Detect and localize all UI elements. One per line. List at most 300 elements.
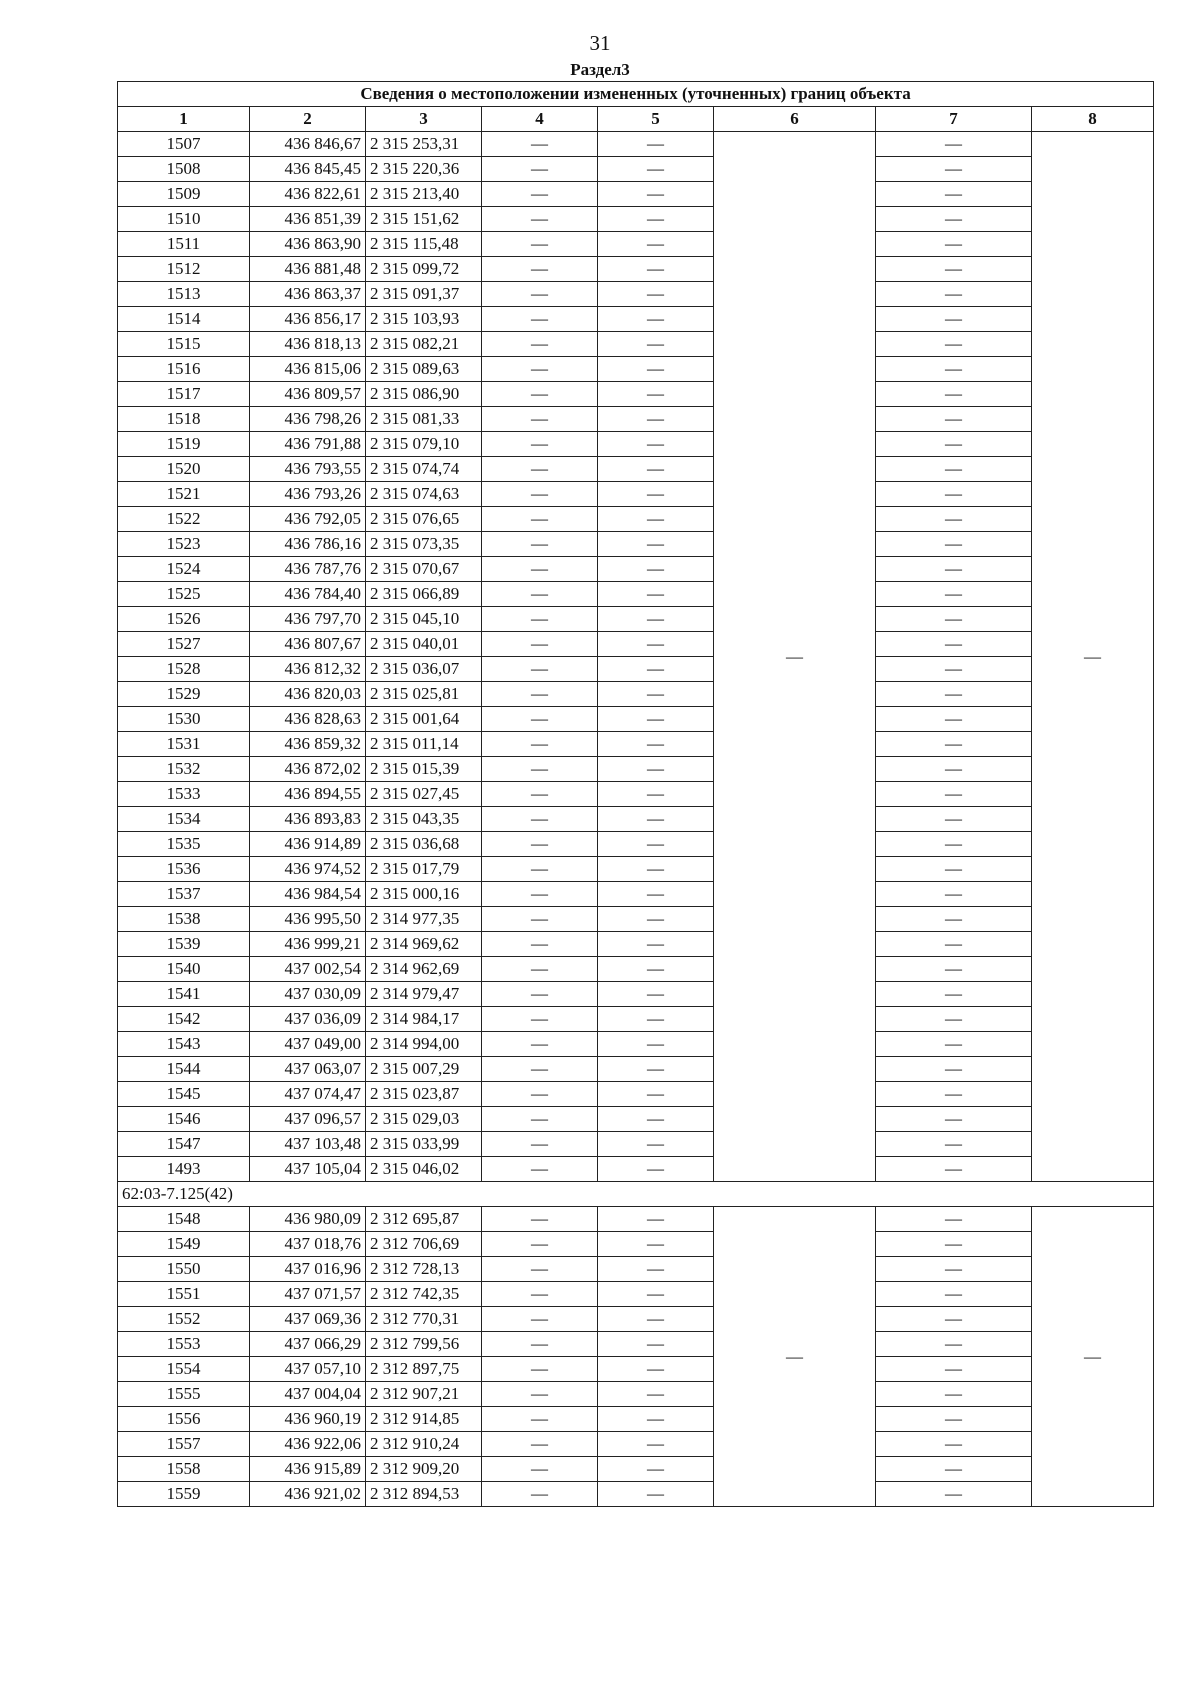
table-row	[118, 382, 1154, 407]
x-coordinate-cell: 436 921,02	[250, 1482, 366, 1507]
column-7-cell: —	[876, 1482, 1032, 1507]
table-row	[118, 1057, 1154, 1082]
y-coordinate-cell: 2 315 073,35	[366, 532, 482, 557]
column-5-cell: —	[598, 232, 714, 257]
table-row	[118, 282, 1154, 307]
table-row	[118, 182, 1154, 207]
y-coordinate-cell: 2 312 706,69	[366, 1232, 482, 1257]
column-8-merged-cell: —	[1032, 1207, 1154, 1507]
column-5-cell: —	[598, 257, 714, 282]
column-4-cell: —	[482, 1257, 598, 1282]
table-caption: Сведения о местоположении измененных (уточненных) границ объекта	[118, 82, 1154, 107]
y-coordinate-cell: 2 315 025,81	[366, 682, 482, 707]
column-4-cell: —	[482, 157, 598, 182]
x-coordinate-cell: 436 818,13	[250, 332, 366, 357]
table-row	[118, 1207, 1154, 1232]
column-7-cell: —	[876, 1257, 1032, 1282]
point-number-cell: 1516	[118, 357, 250, 382]
column-7-cell: —	[876, 207, 1032, 232]
column-4-cell: —	[482, 282, 598, 307]
table-row	[118, 1282, 1154, 1307]
column-7-cell: —	[876, 657, 1032, 682]
column-4-cell: —	[482, 657, 598, 682]
table-caption-row	[118, 82, 1154, 107]
column-5-cell: —	[598, 157, 714, 182]
table-row	[118, 657, 1154, 682]
table-row	[118, 482, 1154, 507]
y-coordinate-cell: 2 314 979,47	[366, 982, 482, 1007]
column-4-cell: —	[482, 432, 598, 457]
section-title: Раздел3	[570, 60, 630, 79]
column-5-cell: —	[598, 1457, 714, 1482]
x-coordinate-cell: 437 016,96	[250, 1257, 366, 1282]
x-coordinate-cell: 436 798,26	[250, 407, 366, 432]
x-coordinate-cell: 436 809,57	[250, 382, 366, 407]
point-number-cell: 1548	[118, 1207, 250, 1232]
x-coordinate-cell: 437 002,54	[250, 957, 366, 982]
point-number-cell: 1519	[118, 432, 250, 457]
column-4-cell: —	[482, 1332, 598, 1357]
column-5-cell: —	[598, 757, 714, 782]
y-coordinate-cell: 2 312 897,75	[366, 1357, 482, 1382]
column-5-cell: —	[598, 1382, 714, 1407]
x-coordinate-cell: 436 863,37	[250, 282, 366, 307]
column-5-cell: —	[598, 1032, 714, 1057]
column-7-cell: —	[876, 807, 1032, 832]
x-coordinate-cell: 436 787,76	[250, 557, 366, 582]
column-7-cell: —	[876, 257, 1032, 282]
y-coordinate-cell: 2 315 070,67	[366, 557, 482, 582]
point-number-cell: 1550	[118, 1257, 250, 1282]
column-4-cell: —	[482, 132, 598, 157]
table-row	[118, 1107, 1154, 1132]
column-5-cell: —	[598, 132, 714, 157]
column-4-cell: —	[482, 357, 598, 382]
point-number-cell: 1533	[118, 782, 250, 807]
column-4-cell: —	[482, 1132, 598, 1157]
x-coordinate-cell: 436 856,17	[250, 307, 366, 332]
point-number-cell: 1541	[118, 982, 250, 1007]
column-4-cell: —	[482, 757, 598, 782]
column-7-cell: —	[876, 1132, 1032, 1157]
x-coordinate-cell: 436 984,54	[250, 882, 366, 907]
column-7-cell: —	[876, 632, 1032, 657]
column-7-cell: —	[876, 1357, 1032, 1382]
y-coordinate-cell: 2 315 036,68	[366, 832, 482, 857]
point-number-cell: 1540	[118, 957, 250, 982]
y-coordinate-cell: 2 312 914,85	[366, 1407, 482, 1432]
column-4-cell: —	[482, 182, 598, 207]
column-5-cell: —	[598, 732, 714, 757]
table-row	[118, 607, 1154, 632]
column-5-cell: —	[598, 532, 714, 557]
column-7-cell: —	[876, 232, 1032, 257]
y-coordinate-cell: 2 315 074,63	[366, 482, 482, 507]
x-coordinate-cell: 437 105,04	[250, 1157, 366, 1182]
column-7-cell: —	[876, 982, 1032, 1007]
column-7-cell: —	[876, 307, 1032, 332]
table-row	[118, 1432, 1154, 1457]
column-5-cell: —	[598, 1332, 714, 1357]
column-7-cell: —	[876, 1307, 1032, 1332]
column-7-cell: —	[876, 957, 1032, 982]
y-coordinate-cell: 2 315 081,33	[366, 407, 482, 432]
x-coordinate-cell: 437 049,00	[250, 1032, 366, 1057]
table-row	[118, 207, 1154, 232]
x-coordinate-cell: 437 057,10	[250, 1357, 366, 1382]
column-7-cell: —	[876, 582, 1032, 607]
point-number-cell: 1514	[118, 307, 250, 332]
column-7-cell: —	[876, 357, 1032, 382]
column-5-cell: —	[598, 282, 714, 307]
table-row	[118, 1382, 1154, 1407]
column-7-cell: —	[876, 1057, 1032, 1082]
column-4-cell: —	[482, 807, 598, 832]
point-number-cell: 1536	[118, 857, 250, 882]
column-7-cell: —	[876, 1382, 1032, 1407]
column-7-cell: —	[876, 432, 1032, 457]
column-5-cell: —	[598, 432, 714, 457]
column-5-cell: —	[598, 1432, 714, 1457]
x-coordinate-cell: 436 793,55	[250, 457, 366, 482]
y-coordinate-cell: 2 315 220,36	[366, 157, 482, 182]
table-row	[118, 932, 1154, 957]
column-5-cell: —	[598, 582, 714, 607]
point-number-cell: 1542	[118, 1007, 250, 1032]
column-4-cell: —	[482, 1032, 598, 1057]
column-4-cell: —	[482, 457, 598, 482]
point-number-cell: 1509	[118, 182, 250, 207]
point-number-cell: 1517	[118, 382, 250, 407]
y-coordinate-cell: 2 315 046,02	[366, 1157, 482, 1182]
column-4-cell: —	[482, 1307, 598, 1332]
column-5-cell: —	[598, 1057, 714, 1082]
y-coordinate-cell: 2 315 001,64	[366, 707, 482, 732]
column-4-cell: —	[482, 1207, 598, 1232]
column-7-cell: —	[876, 1032, 1032, 1057]
y-coordinate-cell: 2 315 029,03	[366, 1107, 482, 1132]
y-coordinate-cell: 2 315 103,93	[366, 307, 482, 332]
column-5-cell: —	[598, 482, 714, 507]
column-number-row	[118, 107, 1154, 132]
table-row	[118, 682, 1154, 707]
point-number-cell: 1549	[118, 1232, 250, 1257]
table-row	[118, 157, 1154, 182]
y-coordinate-cell: 2 315 115,48	[366, 232, 482, 257]
point-number-cell: 1523	[118, 532, 250, 557]
x-coordinate-cell: 436 786,16	[250, 532, 366, 557]
point-number-cell: 1545	[118, 1082, 250, 1107]
point-number-cell: 1547	[118, 1132, 250, 1157]
column-5-cell: —	[598, 457, 714, 482]
point-number-cell: 1551	[118, 1282, 250, 1307]
column-7-cell: —	[876, 457, 1032, 482]
point-number-cell: 1544	[118, 1057, 250, 1082]
column-5-cell: —	[598, 207, 714, 232]
y-coordinate-cell: 2 312 894,53	[366, 1482, 482, 1507]
column-7-cell: —	[876, 1107, 1032, 1132]
x-coordinate-cell: 436 881,48	[250, 257, 366, 282]
y-coordinate-cell: 2 312 695,87	[366, 1207, 482, 1232]
y-coordinate-cell: 2 315 066,89	[366, 582, 482, 607]
column-7-cell: —	[876, 707, 1032, 732]
column-4-cell: —	[482, 682, 598, 707]
x-coordinate-cell: 437 071,57	[250, 1282, 366, 1307]
column-4-cell: —	[482, 1407, 598, 1432]
x-coordinate-cell: 437 103,48	[250, 1132, 366, 1157]
table-row	[118, 307, 1154, 332]
y-coordinate-cell: 2 315 089,63	[366, 357, 482, 382]
x-coordinate-cell: 437 074,47	[250, 1082, 366, 1107]
column-5-cell: —	[598, 632, 714, 657]
table-row	[118, 732, 1154, 757]
table-row	[118, 457, 1154, 482]
x-coordinate-cell: 436 859,32	[250, 732, 366, 757]
column-4-cell: —	[482, 1232, 598, 1257]
point-number-cell: 1558	[118, 1457, 250, 1482]
column-5-cell: —	[598, 1082, 714, 1107]
column-7-cell: —	[876, 882, 1032, 907]
column-7-cell: —	[876, 157, 1032, 182]
column-7-cell: —	[876, 482, 1032, 507]
column-5-cell: —	[598, 932, 714, 957]
column-4-cell: —	[482, 832, 598, 857]
column-5-cell: —	[598, 1482, 714, 1507]
table-row	[118, 332, 1154, 357]
y-coordinate-cell: 2 315 076,65	[366, 507, 482, 532]
y-coordinate-cell: 2 315 099,72	[366, 257, 482, 282]
column-5-cell: —	[598, 1107, 714, 1132]
point-number-cell: 1556	[118, 1407, 250, 1432]
x-coordinate-cell: 436 915,89	[250, 1457, 366, 1482]
column-7-cell: —	[876, 507, 1032, 532]
y-coordinate-cell: 2 315 043,35	[366, 807, 482, 832]
column-7-cell: —	[876, 907, 1032, 932]
column-5-cell: —	[598, 682, 714, 707]
column-5-cell: —	[598, 332, 714, 357]
column-5-cell: —	[598, 957, 714, 982]
column-4-cell: —	[482, 607, 598, 632]
point-number-cell: 1513	[118, 282, 250, 307]
column-4-cell: —	[482, 532, 598, 557]
point-number-cell: 1512	[118, 257, 250, 282]
point-number-cell: 1555	[118, 1382, 250, 1407]
table-row	[118, 982, 1154, 1007]
table-row	[118, 632, 1154, 657]
column-4-cell: —	[482, 307, 598, 332]
column-5-cell: —	[598, 1132, 714, 1157]
table-row	[118, 857, 1154, 882]
table-row	[118, 1257, 1154, 1282]
table-row	[118, 907, 1154, 932]
column-7-cell: —	[876, 532, 1032, 557]
table-row	[118, 257, 1154, 282]
x-coordinate-cell: 436 820,03	[250, 682, 366, 707]
column-4-cell: —	[482, 482, 598, 507]
point-number-cell: 1524	[118, 557, 250, 582]
column-5-cell: —	[598, 657, 714, 682]
column-4-cell: —	[482, 407, 598, 432]
point-number-cell: 1527	[118, 632, 250, 657]
column-6-merged-cell: —	[714, 1207, 876, 1507]
column-7-cell: —	[876, 832, 1032, 857]
column-5-cell: —	[598, 607, 714, 632]
column-5-cell: —	[598, 557, 714, 582]
y-coordinate-cell: 2 315 015,39	[366, 757, 482, 782]
table-row	[118, 832, 1154, 857]
column-5-cell: —	[598, 382, 714, 407]
table-row	[118, 882, 1154, 907]
y-coordinate-cell: 2 315 079,10	[366, 432, 482, 457]
x-coordinate-cell: 436 999,21	[250, 932, 366, 957]
column-4-cell: —	[482, 982, 598, 1007]
column-5-cell: —	[598, 1307, 714, 1332]
x-coordinate-cell: 436 960,19	[250, 1407, 366, 1432]
point-number-cell: 1539	[118, 932, 250, 957]
x-coordinate-cell: 436 894,55	[250, 782, 366, 807]
point-number-cell: 1532	[118, 757, 250, 782]
column-header: 3	[366, 107, 482, 132]
x-coordinate-cell: 436 784,40	[250, 582, 366, 607]
y-coordinate-cell: 2 312 770,31	[366, 1307, 482, 1332]
y-coordinate-cell: 2 312 910,24	[366, 1432, 482, 1457]
x-coordinate-cell: 436 974,52	[250, 857, 366, 882]
column-header: 6	[714, 107, 876, 132]
y-coordinate-cell: 2 312 742,35	[366, 1282, 482, 1307]
y-coordinate-cell: 2 315 082,21	[366, 332, 482, 357]
column-8-merged-cell: —	[1032, 132, 1154, 1182]
x-coordinate-cell: 436 872,02	[250, 757, 366, 782]
column-5-cell: —	[598, 857, 714, 882]
column-header: 2	[250, 107, 366, 132]
column-7-cell: —	[876, 1082, 1032, 1107]
table-row	[118, 532, 1154, 557]
column-7-cell: —	[876, 932, 1032, 957]
column-5-cell: —	[598, 982, 714, 1007]
point-number-cell: 1554	[118, 1357, 250, 1382]
column-7-cell: —	[876, 1232, 1032, 1257]
column-header: 7	[876, 107, 1032, 132]
group-row	[118, 1182, 1154, 1207]
point-number-cell: 1518	[118, 407, 250, 432]
x-coordinate-cell: 436 792,05	[250, 507, 366, 532]
y-coordinate-cell: 2 315 091,37	[366, 282, 482, 307]
y-coordinate-cell: 2 315 017,79	[366, 857, 482, 882]
column-header: 8	[1032, 107, 1154, 132]
table-body	[118, 132, 1154, 1507]
y-coordinate-cell: 2 315 086,90	[366, 382, 482, 407]
point-number-cell: 1493	[118, 1157, 250, 1182]
column-4-cell: —	[482, 232, 598, 257]
column-5-cell: —	[598, 1157, 714, 1182]
column-4-cell: —	[482, 932, 598, 957]
column-7-cell: —	[876, 1457, 1032, 1482]
column-7-cell: —	[876, 607, 1032, 632]
point-number-cell: 1526	[118, 607, 250, 632]
column-5-cell: —	[598, 807, 714, 832]
y-coordinate-cell: 2 314 984,17	[366, 1007, 482, 1032]
column-5-cell: —	[598, 1357, 714, 1382]
y-coordinate-cell: 2 315 007,29	[366, 1057, 482, 1082]
coordinates-table	[117, 81, 1154, 1507]
x-coordinate-cell: 436 846,67	[250, 132, 366, 157]
column-4-cell: —	[482, 857, 598, 882]
table-row	[118, 357, 1154, 382]
table-row	[118, 1357, 1154, 1382]
column-4-cell: —	[482, 582, 598, 607]
column-7-cell: —	[876, 132, 1032, 157]
y-coordinate-cell: 2 314 962,69	[366, 957, 482, 982]
table-row	[118, 507, 1154, 532]
column-4-cell: —	[482, 1282, 598, 1307]
y-coordinate-cell: 2 315 074,74	[366, 457, 482, 482]
point-number-cell: 1520	[118, 457, 250, 482]
table-row	[118, 957, 1154, 982]
point-number-cell: 1525	[118, 582, 250, 607]
y-coordinate-cell: 2 315 253,31	[366, 132, 482, 157]
x-coordinate-cell: 437 004,04	[250, 1382, 366, 1407]
x-coordinate-cell: 436 893,83	[250, 807, 366, 832]
x-coordinate-cell: 437 069,36	[250, 1307, 366, 1332]
column-4-cell: —	[482, 1357, 598, 1382]
table-row	[118, 232, 1154, 257]
point-number-cell: 1534	[118, 807, 250, 832]
column-7-cell: —	[876, 1007, 1032, 1032]
column-4-cell: —	[482, 332, 598, 357]
column-5-cell: —	[598, 407, 714, 432]
column-7-cell: —	[876, 182, 1032, 207]
y-coordinate-cell: 2 315 027,45	[366, 782, 482, 807]
table-row	[118, 1032, 1154, 1057]
column-header: 1	[118, 107, 250, 132]
y-coordinate-cell: 2 315 000,16	[366, 882, 482, 907]
column-4-cell: —	[482, 632, 598, 657]
point-number-cell: 1529	[118, 682, 250, 707]
x-coordinate-cell: 437 066,29	[250, 1332, 366, 1357]
column-7-cell: —	[876, 757, 1032, 782]
x-coordinate-cell: 436 815,06	[250, 357, 366, 382]
x-coordinate-cell: 436 797,70	[250, 607, 366, 632]
point-number-cell: 1528	[118, 657, 250, 682]
column-5-cell: —	[598, 357, 714, 382]
y-coordinate-cell: 2 315 036,07	[366, 657, 482, 682]
column-header: 5	[598, 107, 714, 132]
column-4-cell: —	[482, 507, 598, 532]
y-coordinate-cell: 2 314 977,35	[366, 907, 482, 932]
table-row	[118, 1457, 1154, 1482]
column-5-cell: —	[598, 1257, 714, 1282]
x-coordinate-cell: 437 030,09	[250, 982, 366, 1007]
table-row	[118, 132, 1154, 157]
column-7-cell: —	[876, 857, 1032, 882]
column-4-cell: —	[482, 207, 598, 232]
column-5-cell: —	[598, 1232, 714, 1257]
column-7-cell: —	[876, 1207, 1032, 1232]
x-coordinate-cell: 436 995,50	[250, 907, 366, 932]
x-coordinate-cell: 436 812,32	[250, 657, 366, 682]
x-coordinate-cell: 436 863,90	[250, 232, 366, 257]
point-number-cell: 1511	[118, 232, 250, 257]
table-row	[118, 1332, 1154, 1357]
table-row	[118, 757, 1154, 782]
column-5-cell: —	[598, 832, 714, 857]
column-5-cell: —	[598, 1282, 714, 1307]
point-number-cell: 1510	[118, 207, 250, 232]
column-4-cell: —	[482, 782, 598, 807]
table-row	[118, 432, 1154, 457]
point-number-cell: 1552	[118, 1307, 250, 1332]
y-coordinate-cell: 2 314 994,00	[366, 1032, 482, 1057]
